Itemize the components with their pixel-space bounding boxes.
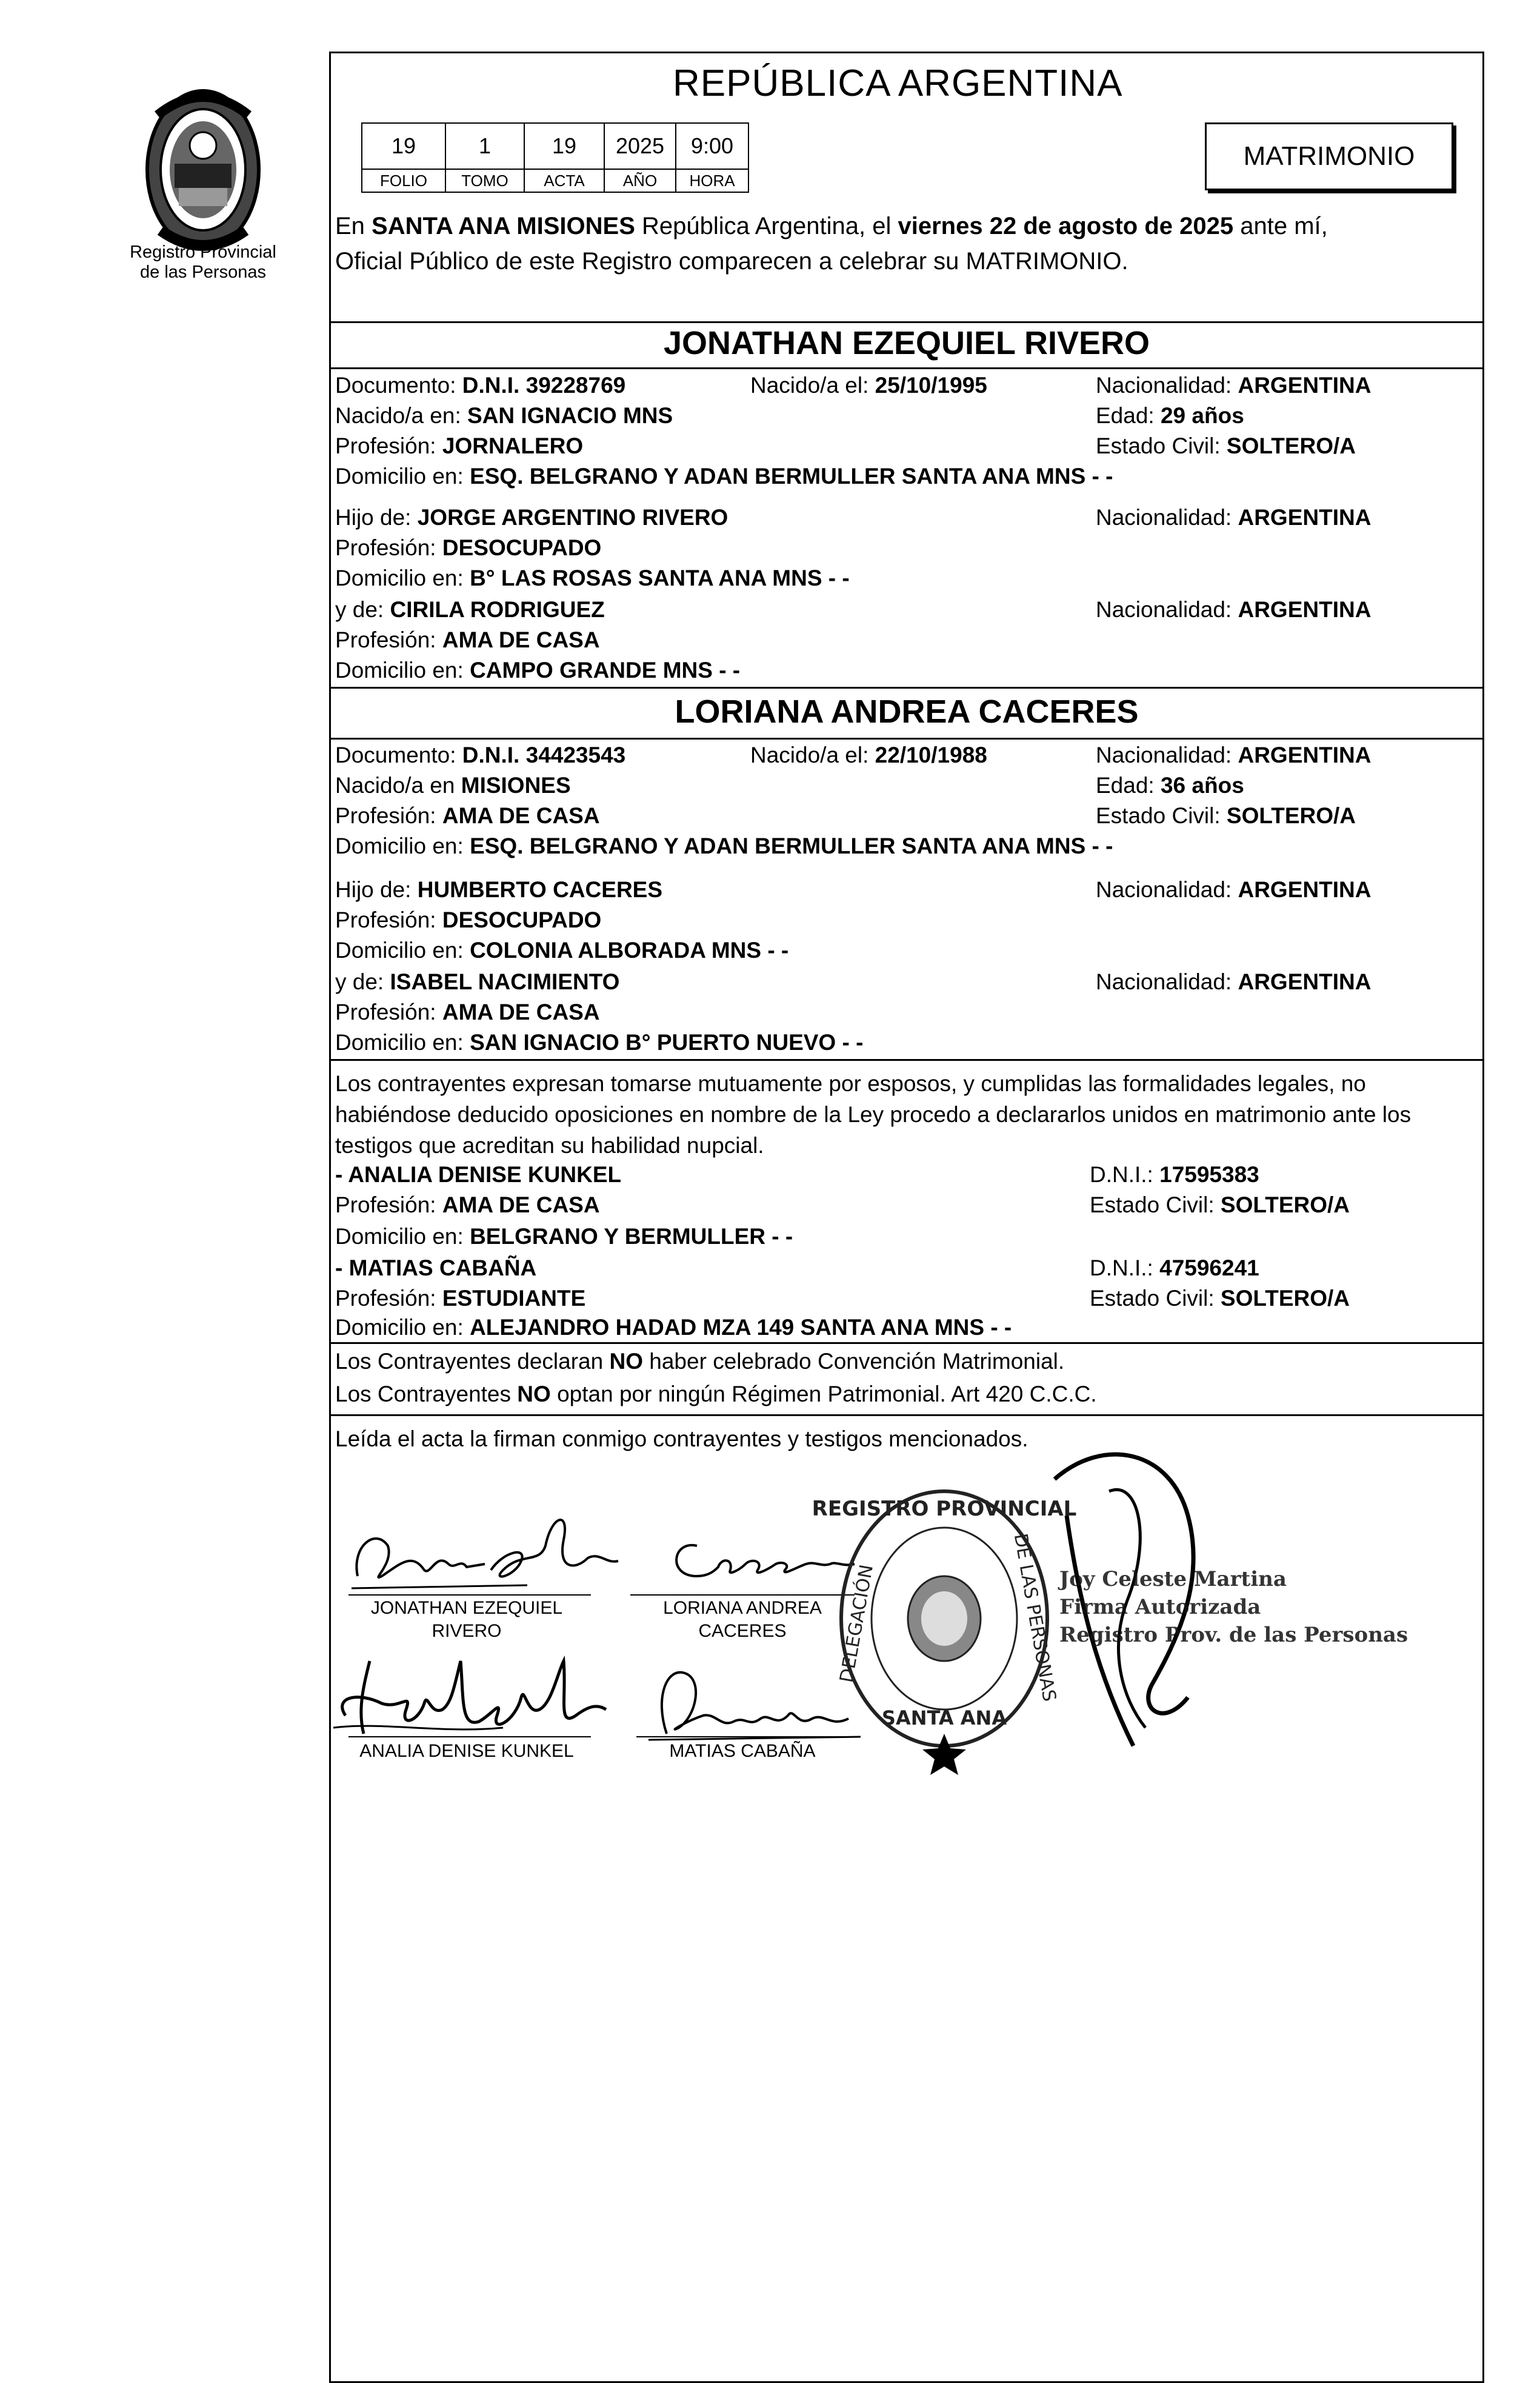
witness2-name — [335, 1255, 536, 1282]
spouse2-father-profession — [335, 907, 601, 934]
value: COLONIA ALBORADA MNS - - — [470, 938, 789, 963]
divider — [331, 1414, 1482, 1416]
signature-line — [636, 1736, 848, 1737]
value: ESQ. BELGRANO Y ADAN BERMULLER SANTA ANA MNS - - — [470, 834, 1113, 858]
spouse2-address — [335, 833, 1113, 860]
spouse1-father-address — [335, 565, 850, 592]
divider — [331, 367, 1482, 369]
label: Domicilio en: — [335, 938, 470, 963]
intro-line2: Oficial Público de este Registro comparecen a celebrar su MATRIMONIO. — [335, 248, 1128, 275]
witness2-address — [335, 1314, 1012, 1341]
seal-caption-line1: Registro Provincial — [130, 242, 276, 262]
value: 25/10/1995 — [875, 373, 987, 398]
stamp-text-bottom: SANTA ANA — [881, 1706, 1007, 1730]
spouse1-mother-nationality — [1096, 597, 1371, 623]
witness1-civil-status — [1090, 1192, 1350, 1218]
intro-text: En — [335, 213, 372, 239]
value: BELGRANO Y BERMULLER - - — [470, 1224, 793, 1249]
label: D.N.I.: — [1090, 1162, 1160, 1187]
value: - ANALIA DENISE KUNKEL — [335, 1162, 622, 1187]
spouse2-mother-nationality — [1096, 969, 1371, 995]
intro-place: SANTA ANA MISIONES — [372, 213, 635, 239]
spouse1-mother-address — [335, 657, 740, 684]
label: Documento: — [335, 743, 462, 767]
signature-label-loriana — [630, 1597, 855, 1643]
value: SOLTERO/A — [1220, 1286, 1350, 1311]
label: Domicilio en: — [335, 1030, 470, 1055]
label: Profesión: — [335, 627, 442, 652]
label: Nacionalidad: — [1096, 373, 1238, 398]
label: Edad: — [1096, 403, 1161, 428]
value: 36 años — [1160, 773, 1244, 798]
witness2-civil-status — [1090, 1285, 1350, 1312]
spouse2-mother-profession — [335, 999, 600, 1026]
witness1-address — [335, 1223, 793, 1250]
witness2-profession — [335, 1285, 585, 1312]
value: ALEJANDRO HADAD MZA 149 SANTA ANA MNS - - — [470, 1315, 1012, 1340]
label: Nacido/a en: — [335, 403, 468, 428]
divider — [331, 1059, 1482, 1061]
value: 29 años — [1160, 403, 1244, 428]
label: Estado Civil: — [1090, 1286, 1221, 1311]
label: Domicilio en: — [335, 1315, 470, 1340]
witness1-dni — [1090, 1161, 1259, 1188]
anio-value: 2025 — [604, 123, 676, 169]
label: Profesión: — [335, 907, 442, 932]
tomo-label: TOMO — [445, 169, 524, 192]
value: CAMPO GRANDE MNS - - — [470, 658, 741, 683]
label: Estado Civil: — [1096, 433, 1227, 458]
value: 47596241 — [1159, 1255, 1259, 1280]
spouse1-mother-profession — [335, 627, 600, 653]
spouse2-civil-status — [1096, 803, 1356, 829]
seal-caption-line2: de las Personas — [140, 262, 266, 282]
stamp-text-left: DELEGACIÓN — [836, 1563, 878, 1685]
value: 17595383 — [1159, 1162, 1259, 1187]
witness1-name — [335, 1161, 621, 1188]
text: haber celebrado Convención Matrimonial. — [643, 1349, 1065, 1374]
label: Nacido/a el: — [750, 743, 875, 767]
divider — [331, 738, 1482, 740]
witness1-profession — [335, 1192, 600, 1218]
spouse1-document — [335, 372, 625, 399]
label: Domicilio en: — [335, 834, 470, 858]
label: Domicilio en: — [335, 1224, 470, 1249]
hora-value: 9:00 — [676, 123, 748, 169]
value: D.N.I. 39228769 — [462, 373, 626, 398]
declaration-paragraph: Los contrayentes expresan tomarse mutuamente por esposos, y cumplidas las formalidades legales, no habiéndose deducido oposiciones en nombre de la Ley procedo a declararlos unidos en matrimonio ante los testigos que acreditan su habilidad nupcial. — [335, 1071, 1412, 1158]
closing-text: Leída el acta la firman conmigo contrayentes y testigos mencionados. — [335, 1426, 1028, 1451]
value: SOLTERO/A — [1220, 1192, 1350, 1217]
anio-label: AÑO — [604, 169, 676, 192]
registry-table — [361, 122, 749, 193]
label: Domicilio en: — [335, 658, 470, 683]
signature-line — [348, 1736, 591, 1737]
value: DESOCUPADO — [442, 907, 602, 932]
label: Nacionalidad: — [1096, 597, 1238, 622]
tomo-value: 1 — [445, 123, 524, 169]
spouse1-civil-status — [1096, 433, 1356, 460]
emphasis: NO — [517, 1382, 551, 1406]
value: ARGENTINA — [1238, 743, 1372, 767]
value: AMA DE CASA — [442, 803, 600, 828]
value: ISABEL NACIMIENTO — [390, 969, 620, 994]
label: Profesión: — [335, 535, 442, 560]
divider — [331, 321, 1482, 323]
label: Domicilio en: — [335, 464, 470, 489]
label: Nacionalidad: — [1096, 505, 1238, 530]
signature-label-line: JONATHAN EZEQUIEL — [370, 1598, 563, 1618]
spouse1-age — [1096, 403, 1244, 429]
acta-label: ACTA — [524, 169, 604, 192]
spouse1-born-date — [750, 372, 987, 399]
value: MISIONES — [461, 773, 571, 798]
value: D.N.I. 34423543 — [462, 743, 626, 767]
label: Documento: — [335, 373, 462, 398]
value: ARGENTINA — [1238, 505, 1372, 530]
label: Edad: — [1096, 773, 1161, 798]
signature-analia — [321, 1637, 612, 1746]
spouse1-address — [335, 463, 1113, 490]
stamp-line: Registro Prov. de las Personas — [1059, 1623, 1408, 1647]
label: Profesión: — [335, 1286, 442, 1311]
spouse2-born-place — [335, 772, 571, 799]
label: Nacionalidad: — [1096, 743, 1238, 767]
label: Domicilio en: — [335, 566, 470, 590]
signature-line — [630, 1594, 855, 1596]
label: Profesión: — [335, 433, 442, 458]
hora-label: HORA — [676, 169, 748, 192]
value: ARGENTINA — [1238, 373, 1372, 398]
divider — [331, 687, 1482, 689]
spouse2-mother-address — [335, 1029, 863, 1056]
label: Nacido/a en — [335, 773, 461, 798]
spouse1-born-place — [335, 403, 673, 429]
spouse2-age — [1096, 772, 1244, 799]
value: SAN IGNACIO B° PUERTO NUEVO - - — [470, 1030, 864, 1055]
label: Hijo de: — [335, 877, 418, 902]
value: - MATIAS CABAÑA — [335, 1255, 537, 1280]
signature-label-matias: MATIAS CABAÑA — [669, 1741, 816, 1761]
divider — [331, 1342, 1482, 1344]
country-title: REPÚBLICA ARGENTINA — [673, 62, 1123, 104]
intro-paragraph — [335, 209, 1475, 279]
label: D.N.I.: — [1090, 1255, 1160, 1280]
text: Los Contrayentes — [335, 1382, 518, 1406]
intro-text: República Argentina, el — [635, 213, 898, 239]
signature-label-line: CACERES — [698, 1621, 787, 1641]
text: Los Contrayentes declaran — [335, 1349, 610, 1374]
spouse2-name: LORIANA ANDREA CACERES — [675, 694, 1139, 730]
value: AMA DE CASA — [442, 1192, 600, 1217]
acta-value: 19 — [524, 123, 604, 169]
value: HUMBERTO CACERES — [417, 877, 663, 902]
spouse1-name: JONATHAN EZEQUIEL RIVERO — [663, 325, 1150, 361]
seal-caption — [103, 242, 303, 282]
spouse2-nationality — [1096, 742, 1371, 769]
spouse1-mother — [335, 597, 605, 623]
label: Profesión: — [335, 1192, 442, 1217]
value: JORGE ARGENTINO RIVERO — [417, 505, 728, 530]
stamp-text-right: DE LAS PERSONAS — [1009, 1532, 1060, 1703]
spouse2-father-nationality — [1096, 877, 1371, 903]
intro-date: viernes 22 de agosto de 2025 — [898, 213, 1234, 239]
value: AMA DE CASA — [442, 1000, 600, 1024]
label: Profesión: — [335, 803, 442, 828]
witness2-dni — [1090, 1255, 1259, 1282]
value: 22/10/1988 — [875, 743, 987, 767]
spouse1-father — [335, 504, 728, 531]
label: Hijo de: — [335, 505, 418, 530]
label: Estado Civil: — [1090, 1192, 1221, 1217]
signature-label-line: RIVERO — [432, 1621, 502, 1641]
spouse2-father — [335, 877, 662, 903]
signature-label-line: LORIANA ANDREA — [663, 1598, 822, 1618]
signature-jonathan — [345, 1503, 636, 1594]
spouse1-profession — [335, 433, 583, 460]
text: optan por ningún Régimen Patrimonial. Art 420 C.C.C. — [550, 1382, 1097, 1406]
stamp-text-top: REGISTRO PROVINCIAL — [812, 1497, 1077, 1521]
value: JORNALERO — [442, 433, 584, 458]
stamp-line: Firma Autorizada — [1059, 1595, 1261, 1619]
label: Nacido/a el: — [750, 373, 875, 398]
value: ESQ. BELGRANO Y ADAN BERMULLER SANTA ANA MNS - - — [470, 464, 1113, 489]
label: Estado Civil: — [1096, 803, 1227, 828]
value: DESOCUPADO — [442, 535, 602, 560]
label: Profesión: — [335, 1000, 442, 1024]
official-name-stamp — [1059, 1565, 1408, 1649]
value: ARGENTINA — [1238, 597, 1372, 622]
act-type-label: MATRIMONIO — [1243, 141, 1415, 171]
value: SOLTERO/A — [1226, 433, 1356, 458]
spouse2-profession — [335, 803, 600, 829]
spouse1-nationality — [1096, 372, 1371, 399]
signature-label-jonathan — [339, 1597, 594, 1643]
value: ARGENTINA — [1238, 969, 1372, 994]
stamp-line: Joy Celeste Martina — [1059, 1567, 1287, 1591]
value: B° LAS ROSAS SANTA ANA MNS - - — [470, 566, 850, 590]
signature-line — [348, 1594, 591, 1596]
label: Nacionalidad: — [1096, 877, 1238, 902]
intro-text: ante mí, — [1233, 213, 1328, 239]
convention-line1 — [335, 1348, 1064, 1375]
act-type-box — [1205, 122, 1453, 190]
value: SAN IGNACIO MNS — [467, 403, 673, 428]
value: ESTUDIANTE — [442, 1286, 586, 1311]
folio-value: 19 — [362, 123, 445, 169]
signature-label-analia: ANALIA DENISE KUNKEL — [359, 1741, 574, 1761]
value: SOLTERO/A — [1226, 803, 1356, 828]
label: y de: — [335, 597, 390, 622]
value: ARGENTINA — [1238, 877, 1372, 902]
value: AMA DE CASA — [442, 627, 600, 652]
convention-line2 — [335, 1381, 1097, 1408]
spouse2-mother — [335, 969, 619, 995]
spouse1-father-profession — [335, 535, 601, 561]
official-round-stamp — [812, 1479, 1077, 1758]
emphasis: NO — [609, 1349, 643, 1374]
label: y de: — [335, 969, 390, 994]
spouse2-father-address — [335, 937, 788, 964]
spouse2-document — [335, 742, 625, 769]
spouse2-born-date — [750, 742, 987, 769]
spouse1-father-nationality — [1096, 504, 1371, 531]
value: CIRILA RODRIGUEZ — [390, 597, 605, 622]
folio-label: FOLIO — [362, 169, 445, 192]
label: Nacionalidad: — [1096, 969, 1238, 994]
